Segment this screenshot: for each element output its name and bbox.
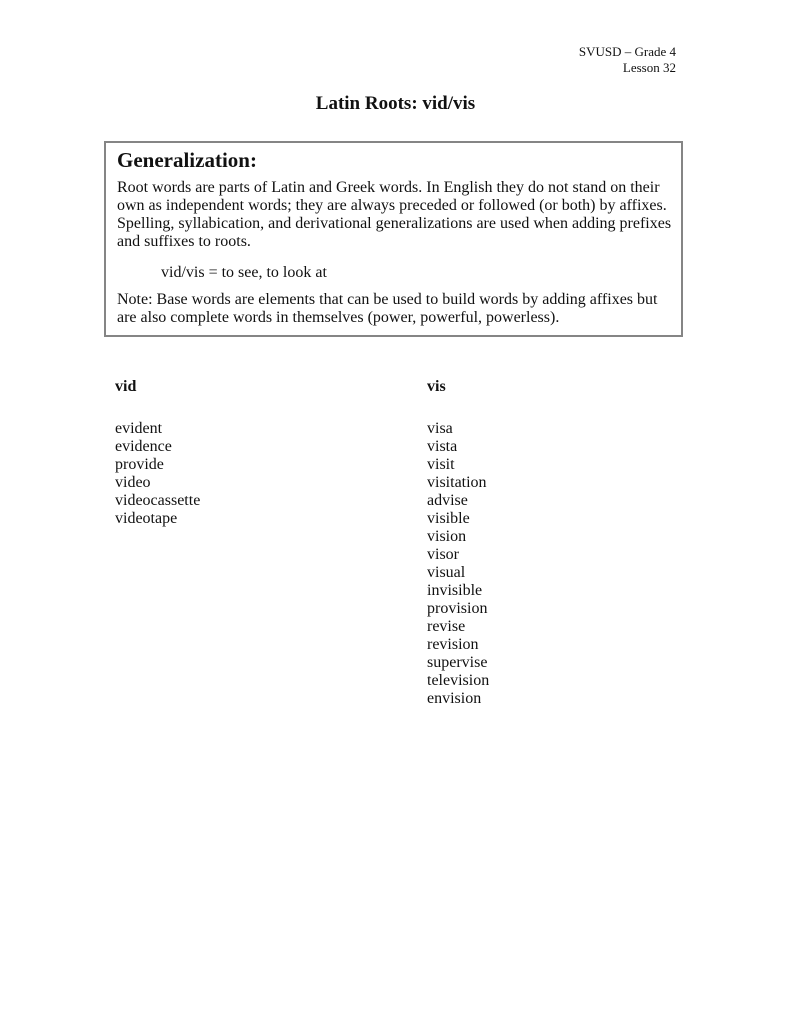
word-item: evident bbox=[115, 420, 163, 437]
word-list-vis bbox=[427, 420, 489, 708]
generalization-box bbox=[104, 141, 683, 337]
word-list-vid bbox=[115, 420, 200, 528]
word-item: revise bbox=[427, 618, 466, 635]
word-item: advise bbox=[427, 492, 468, 509]
header-district-grade: SVUSD – Grade 4 bbox=[578, 44, 676, 59]
column-header-vid: vid bbox=[115, 378, 137, 395]
word-item: television bbox=[427, 672, 490, 689]
word-item: visual bbox=[427, 564, 466, 581]
root-definition: vid/vis = to see, to look at bbox=[161, 264, 327, 281]
word-item: video bbox=[115, 474, 151, 491]
word-item: provide bbox=[115, 456, 164, 473]
generalization-heading: Generalization: bbox=[117, 148, 257, 172]
word-item: envision bbox=[427, 690, 482, 707]
word-item: visit bbox=[427, 456, 455, 473]
page-header bbox=[579, 44, 676, 76]
word-item: visa bbox=[427, 420, 453, 437]
word-item: invisible bbox=[427, 582, 483, 599]
generalization-paragraph: Root words are parts of Latin and Greek words. In English they do not stand on their own as independent words; they are always preceded or followed (or both) by affixes. Spelling, syllabication, and derivational generalizations are used when adding prefixes and suffixes to roots. bbox=[117, 179, 672, 250]
word-column-vid bbox=[115, 378, 200, 528]
word-item: revision bbox=[427, 636, 479, 653]
base-words-note: Note: Base words are elements that can be used to build words by adding affixes but are also complete words in themselves (power, powerful, powerless). bbox=[117, 291, 658, 326]
word-item: supervise bbox=[427, 654, 488, 671]
word-item: vista bbox=[427, 438, 458, 455]
word-item: provision bbox=[427, 600, 488, 617]
column-header-vis: vis bbox=[427, 378, 446, 395]
page-title: Latin Roots: vid/vis bbox=[315, 93, 476, 114]
word-item: vision bbox=[427, 528, 467, 545]
word-column-vis bbox=[427, 378, 489, 708]
word-item: videotape bbox=[115, 510, 178, 527]
word-item: videocassette bbox=[115, 492, 201, 509]
word-item: evidence bbox=[115, 438, 172, 455]
word-item: visitation bbox=[427, 474, 487, 491]
word-item: visor bbox=[427, 546, 459, 563]
word-item: visible bbox=[427, 510, 470, 527]
header-lesson-number: Lesson 32 bbox=[622, 60, 676, 75]
